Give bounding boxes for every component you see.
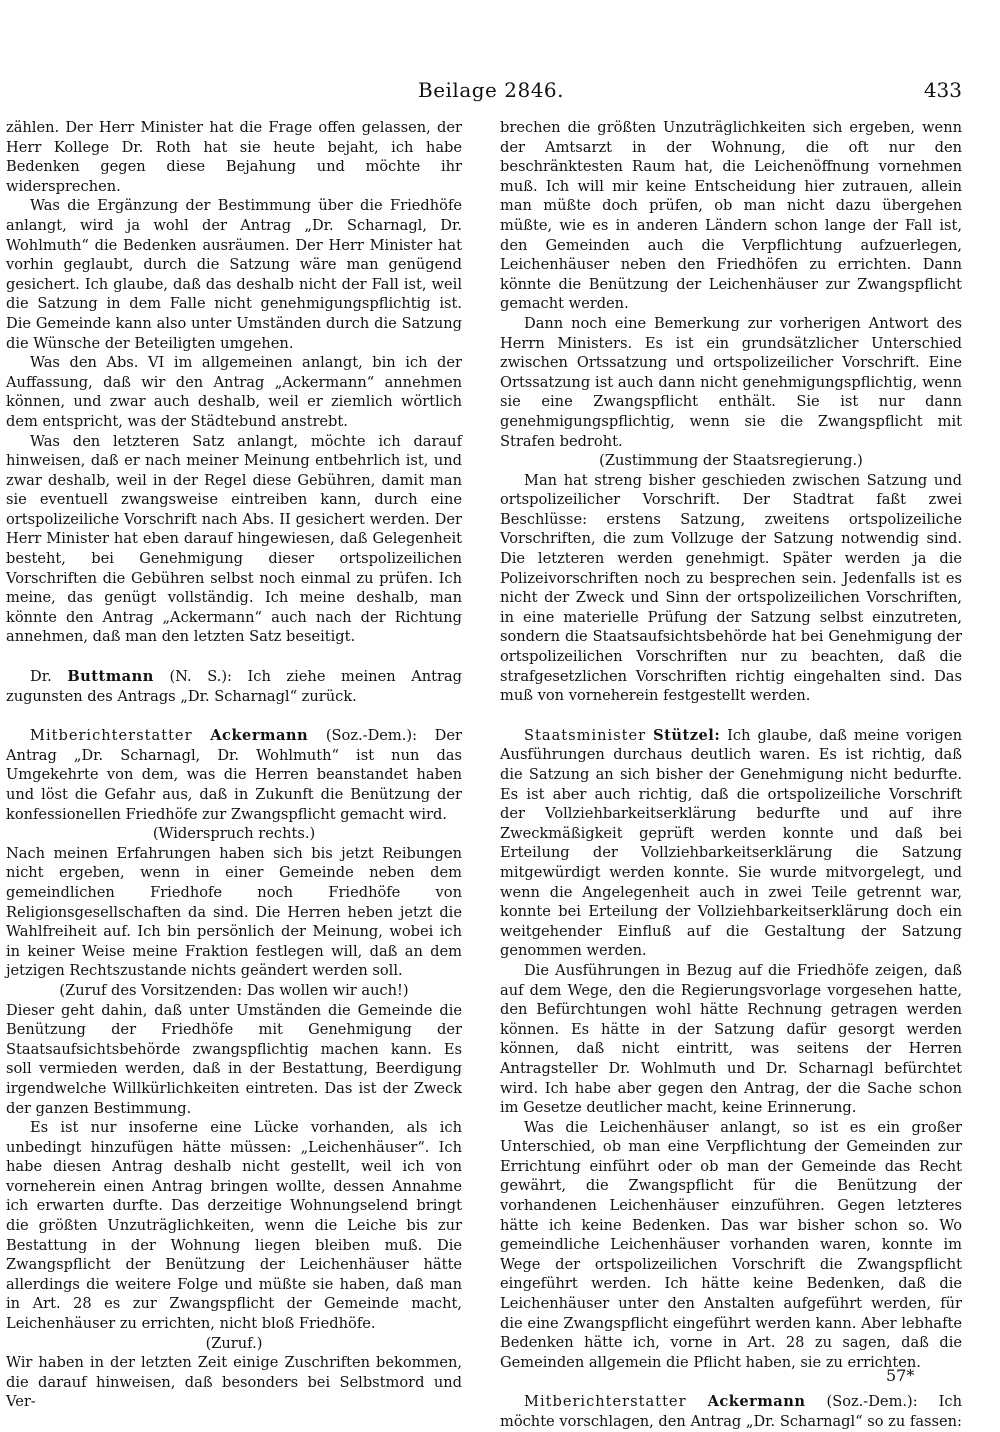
paragraph: Nach meinen Erfahrungen haben sich bis jetzt Reibungen nicht ergeben, wenn in einer Gemeinde neben dem gemeindlichen Friedhofe noch Friedhöfe von Religionsgesellschaften da sind. Die Herren heben jetzt die Wahlfreiheit auf. Ich bin persönlich der Meinung, wobei ich in keiner Weise meine Fraktion festlegen will, daß an dem jetzigen Rechtszustande nichts geändert werden soll. <box>6 844 462 980</box>
speaker-text: (Soz.-Dem.): Der Antrag „Dr. Scharnagl, Dr. Wohlmuth“ ist nun das Umgekehrte von dem, was die Herren beanstandet haben und löst die Gefahr aus, daß in Zukunft die Benützung der konfessionellen Friedhöfe zur Zwangspflicht gemacht wird. <box>6 727 462 823</box>
paragraph: Was die Leichenhäuser anlangt, so ist es ein großer Unterschied, ob man eine Verpflichtung der Gemeinden zur Errichtung einführt oder ob man der Gemeinde das Recht gewährt, die Zwangspflicht für die Benützung der vorhandenen Leichenhäuser einzuführen. Gegen letzteres hätte ich keine Bedenken. Das war bisher schon so. Wo gemeindliche Leichenhäuser vorhanden waren, konnte im Wege der ortspolizeilichen Vorschrift die Zwangspflicht eingeführt werden. Ich hätte keine Bedenken, daß die Leichenhäuser unter den Anstalten aufgeführt werden, für die eine Zwangspflicht eingeführt werden kann. Aber lebhafte Bedenken hätte ich, vorne in Art. 28 zu sagen, daß die Gemeinden allgemein die Pflicht haben, sie zu errichten. <box>500 1118 962 1371</box>
paragraph: Die Ausführungen in Bezug auf die Friedhöfe zeigen, daß auf dem Wege, den die Regierungsvorlage vorgesehen hatte, den Befürchtungen wohl hätte Rechnung getragen werden können. Es hätte in der Satzung dafür gesorgt werden können, daß nicht eintritt, was seitens der Herren Antragsteller Dr. Wohlmuth und Dr. Scharnagl befürchtet wird. Ich habe aber gegen den Antrag, der die Sache schon im Gesetze deutlicher macht, keine Erinnerung. <box>500 961 962 1117</box>
paragraph: Dann noch eine Bemerkung zur vorherigen Antwort des Herrn Ministers. Es ist ein grundsätzlicher Unterschied zwischen Ortssatzung und ortspolizeilicher Vorschrift. Eine Ortssatzung ist auch dann nicht genehmigungspflichtig, wenn sie eine Zwangspflicht enthält. Sie ist nur dann genehmigungspflichtig, wenn sie die Zwangspflicht mit Strafen bedroht. <box>500 314 962 450</box>
speaker-text: (N. S.): Ich ziehe meinen Antrag zugunsten des Antrags „Dr. Scharnagl“ zurück. <box>6 668 463 705</box>
page-header <box>0 78 1000 104</box>
speaker-name: Buttmann <box>67 668 154 686</box>
speaker-paragraph <box>6 726 462 824</box>
paragraph: Wir haben in der letzten Zeit einige Zuschriften bekommen, die darauf hinweisen, daß besonders bei Selbstmord und Ver- <box>6 1354 462 1411</box>
right-column <box>500 118 962 1432</box>
interjection: (Zustimmung der Staatsregierung.) <box>599 452 863 470</box>
left-column <box>6 118 462 1412</box>
speaker-title: Mitberichterstatter <box>30 727 193 745</box>
interjection: (Zuruf.) <box>205 1334 263 1352</box>
speaker-paragraph <box>6 667 462 706</box>
speaker-paragraph <box>500 726 962 961</box>
paragraph: Was den letzteren Satz anlangt, möchte ich darauf hinweisen, daß er nach meiner Meinung entbehrlich ist, und zwar deshalb, weil in der Regel diese Gebühren, damit man sie eventuell zwangsweise eintreiben kann, durch eine ortspolizeiliche Vorschrift nach Abs. II gesichert werden. Der Herr Minister hat eben darauf hingewiesen, daß Gelegenheit besteht, bei Genehmigung dieser ortspolizeilichen Vorschriften die Gebühren selbst noch einmal zu prüfen. Ich meine, das genügt vollständig. Ich meine deshalb, man könnte den Antrag „Ackermann“ auch nach der Richtung annehmen, daß man den letzten Satz beseitigt. <box>6 432 462 646</box>
interjection: (Widerspruch rechts.) <box>152 825 316 843</box>
page-number: 433 <box>923 78 962 102</box>
paragraph: Dieser geht dahin, daß unter Umständen die Gemeinde die Benützung der Friedhöfe mit Genehmigung der Staatsaufsichtsbehörde zwangspflichtig machen kann. Es soll vermieden werden, daß in der Bestattung, Beerdigung irgendwelche Willkürlichkeiten eintreten. Das ist der Zweck der ganzen Bestimmung. <box>6 1001 462 1117</box>
speaker-name: Ackermann <box>707 1393 806 1411</box>
paragraph: Es ist nur insoferne eine Lücke vorhanden, als ich unbedingt hinzufügen hätte müssen: „Leichenhäuser“. Ich habe diesen Antrag deshalb nicht gestellt, weil ich von vorneherein einen Antrag bringen wollte, dessen Annahme ich erwarten durfte. Das derzeitige Wohnungselend bringt die größten Unzuträglichkeiten, wenn die Leiche bis zur Bestattung in der Wohnung liegen bleiben muß. Die Zwangspflicht der Benützung der Leichenhäuser hätte allerdings die weitere Folge und müßte sie haben, daß man in Art. 28 es zur Zwangspflicht der Gemeinde macht, Leichenhäuser zu errichten, nicht bloß Friedhöfe. <box>6 1119 462 1333</box>
paragraph: Man hat streng bisher geschieden zwischen Satzung und ortspolizeilicher Vorschrift. Der Stadtrat faßt zwei Beschlüsse: erstens Satzung, zweitens ortspolizeiliche Vorschriften, die zum Vollzuge der Satzung notwendig sind. Die letzteren werden genehmigt. Später werden ja die Polizeivorschriften noch zu besprechen sein. Jedenfalls ist es nicht der Zweck und Sinn der ortspolizeilichen Vorschriften, in eine materielle Prüfung der Satzung selbst einzutreten, sondern die Staatsaufsichtsbehörde hat bei Genehmigung der ortspolizeilichen Vorschriften nur zu beachten, daß die strafgesetzlichen Vorschriften richtig eingehalten sind. Das muß von vorneherein festgestellt werden. <box>500 471 962 705</box>
paragraph: Was die Ergänzung der Bestimmung über die Friedhöfe anlangt, wird ja wohl der Antrag „Dr. Scharnagl, Dr. Wohlmuth“ die Bedenken ausräumen. Der Herr Minister hat vorhin geglaubt, durch die Satzung wäre man genügend gesichert. Ich glaube, daß das deshalb nicht der Fall ist, weil die Satzung in dem Falle nicht genehmigungspflichtig ist. Die Gemeinde kann also unter Umständen durch die Satzung die Wünsche der Beteiligten umgehen. <box>6 197 462 352</box>
paragraph: Was den Abs. VI im allgemeinen anlangt, bin ich der Auffassung, daß wir den Antrag „Ackermann“ annehmen können, und zwar auch deshalb, weil er ziemlich wörtlich dem entspricht, was der Städtebund anstrebt. <box>6 354 462 430</box>
paragraph: brechen die größten Unzuträglichkeiten sich ergeben, wenn der Amtsarzt in der Wohnung, die oft nur den beschränktesten Raum hat, die Leichenöffnung vornehmen muß. Ich will mir keine Entscheidung hier zutrauen, allein man müßte doch prüfen, ob man nicht dazu übergehen müßte, wie es in anderen Ländern schon lange der Fall ist, den Gemeinden auch die Verpflichtung aufzuerlegen, Leichenhäuser neben den Friedhöfen zu errichten. Dann könnte die Benützung der Leichenhäuser zur Zwangspflicht gemacht werden. <box>500 119 962 313</box>
page-title: Beilage 2846. <box>418 78 565 102</box>
speaker-name: Stützel: <box>653 726 721 744</box>
paragraph: zählen. Der Herr Minister hat die Frage offen gelassen, der Herr Kollege Dr. Roth hat sie heute bejaht, ich habe Bedenken gegen diese Bejahung und möchte ihr widersprechen. <box>6 119 462 195</box>
signature-mark: 57* <box>886 1366 915 1385</box>
speaker-paragraph <box>500 1392 962 1431</box>
speaker-name: Ackermann <box>210 727 309 745</box>
speaker-title: Mitberichterstatter <box>524 1393 687 1411</box>
speaker-text: Ich glaube, daß meine vorigen Ausführungen durchaus deutlich waren. Es ist richtig, daß die Satzung an sich bisher der Genehmigung nicht bedurfte. Es ist aber auch richtig, daß die ortspolizeiliche Vorschrift der Vollziehbarkeitserklärung bedurfte und auf ihre Zweckmäßigkeit geprüft werden konnte und daß bei Erteilung der Vollziehbarkeitserklärung die Satzung mitgewürdigt werden konnte. Sie wurde mitvorgelegt, und wenn die Angelegenheit auch in zwei Teile getrennt war, konnte bei Erteilung der Vollziehbarkeitserklärung doch ein weitgehender Einfluß auf die Gestaltung der Satzung genommen werden. <box>500 726 962 960</box>
speaker-title: Dr. <box>30 668 52 686</box>
speaker-title: Staatsminister <box>524 726 647 744</box>
interjection: (Zuruf des Vorsitzenden: Das wollen wir auch!) <box>59 981 409 999</box>
speaker-text: (Soz.-Dem.): Ich möchte vorschlagen, den Antrag „Dr. Scharnagl“ so zu fassen: <box>500 1393 963 1430</box>
